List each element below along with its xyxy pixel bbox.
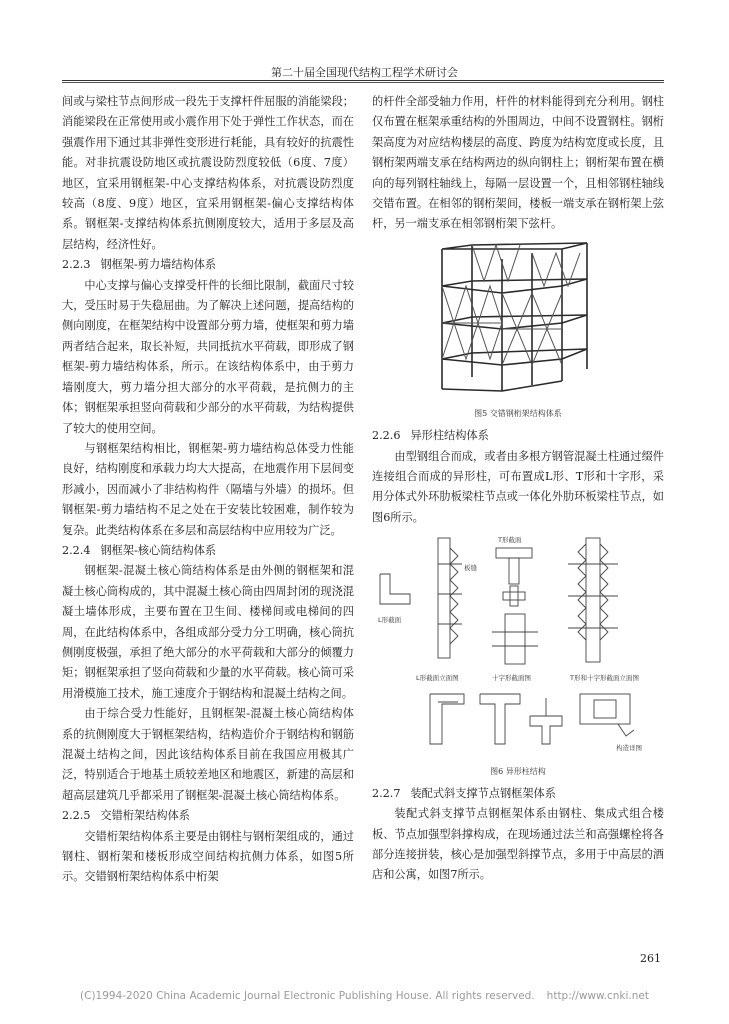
paragraph: 钢框架-混凝土核心筒结构体系是由外侧的钢框架和混凝土核心筒构成的，其中混凝土核心筒由四周封闭的现浇混凝土墙体形成，主要布置在卫生间、楼梯间或电梯间的四周，在此结构体系中，各组成部分受力分工明确，核心筒抗侧刚度极强，承担了绝大部分的水平荷载和大部分的倾覆力矩；钢框架承担了竖向荷载和少量的水平荷载。核心筒可采用滑模施工技术，施工速度介于钢结构和混凝土结构之间。 [62,564,354,700]
paragraph: 由型钢组合而成，或者由多根方钢管混凝土柱通过缀件连接组合而成的异形柱，可布置成L形、T形和十字形，采用分体式外环肋板梁柱节点或一体化外肋环板梁柱节点，如图6所示。 [372,449,664,524]
section-number: 2.2.3 [62,258,91,272]
label-cross-elevation: 十字形截面图 [492,674,531,683]
special-shaped-column-drawings [372,534,664,756]
section-heading-2-2-5 [62,806,354,826]
paragraph: 与钢框架结构相比，钢框架-剪力墙结构总体受力性能良好，结构刚度和承载力均大大提高，在地震作用下层间变形减小，因而减小了非结构构件（隔墙与外墙）的损坏。但钢框架-剪力墙结构不足之处在于安装比较困难，制作较为复杂。此类结构体系在多层和高层结构中应用较为广泛。 [62,441,354,537]
section-heading-2-2-6 [372,426,664,446]
footer-copyright: (C)1994-2020 China Academic Journal Electronic Publishing House. All rights reserved. [80,990,535,1002]
paragraph: 中心支撑与偏心支撑受杆件的长细比限制，截面尺寸较大，受压时易于失稳屈曲。为了解决上述问题，提高结构的侧向刚度，在框架结构中设置部分剪力墙，使框架和剪力墙两者结合起来，取长补短，共同抵抗水平荷载，即形成了钢框架-剪力墙结构体系，所示。在该结构体系中，由于剪力墙刚度大，剪力墙分担大部分的水平荷载，是抗侧力的主体；钢框架承担竖向荷载和少部分的水平荷载，为结构提供了较大的使用空间。 [62,278,354,435]
footer-url[interactable]: http://www.cnki.net [546,990,649,1002]
section-heading-2-2-3 [62,255,354,275]
section-number: 2.2.4 [62,543,91,557]
header-rule-thin [62,82,664,83]
figure-5-caption: 图5 交错钢桁架结构体系 [474,409,562,419]
section-number: 2.2.7 [372,786,401,800]
section-title: 装配式斜支撑节点钢框架体系 [410,786,556,800]
header-rule [62,80,664,81]
page-number: 261 [640,952,661,965]
section-title: 钢框架-核心筒结构体系 [100,543,217,557]
label-detail: 构造详图 [616,744,642,753]
section-title: 交错桁架结构体系 [100,809,190,823]
staggered-truss-3d-image [372,241,664,399]
footer [0,990,729,1002]
label-l-section: L形截面 [378,616,402,625]
section-heading-2-2-7 [372,784,664,804]
journal-header: 第二十届全国现代结构工程学术研讨会 [271,66,458,79]
intro-paragraph: 间或与梁柱节点间形成一段先于支撑杆件屈服的消能梁段；消能梁段在正常使用或小震作用下处于弹性工作状态，而在强震作用下通过其非弹性变形进行耗能，具有较好的抗震性能。对非抗震设防地区或抗震设防烈度较低（6度、7度）地区，宜采用钢框架-中心支撑结构体系，对抗震设防烈度较高（8度、9度）地区，宜采用钢框架-偏心支撑结构体系。钢框架-支撑结构体系抗侧刚度较大，适用于多层及高层结构，经济性好。 [62,95,354,251]
section-number: 2.2.5 [62,809,91,823]
right-column [372,92,664,886]
paragraph: 装配式斜支撑节点钢框架体系由钢柱、集成式组合楼板、节点加强型斜撑构成，在现场通过法兰和高强螺栓将各部分连接拼装，核心是加强型斜撑节点，多用于中高层的酒店和公寓，如图7所示。 [372,807,664,882]
paragraph: 的杆件全部受轴力作用，杆件的材料能得到充分利用。钢柱仅布置在框架承重结构的外围周边，中间不设置钢柱。钢桁架高度为对应结构楼层的高度、跨度为结构宽度或长度，且钢桁架两端支承在结构两边的纵向钢柱上；钢桁架布置在横向的每列钢柱轴线上，每隔一层设置一个，且相邻钢柱轴线交错布置。在相邻的钢桁架间，楼板一端支承在钢桁架上弦杆，另一端支承在相邻钢桁架下弦杆。 [372,95,664,231]
paragraph: 交错桁架结构体系主要是由钢柱与钢桁架组成的，通过钢柱、钢桁架和楼板形成空间结构抗侧力体系，如图5所示。交错钢桁架结构体系中桁架 [62,829,354,884]
section-title: 异形柱结构体系 [410,429,489,443]
label-t-section: T形截面 [498,536,522,545]
figure-6-caption: 图6 异形柱结构 [490,766,546,776]
label-l-elevation: L形截面立面图 [416,674,459,683]
label-tag: 板缝 [464,564,477,573]
section-title: 钢框架-剪力墙结构体系 [100,258,217,272]
left-column [62,92,354,888]
figure-5 [372,241,664,420]
section-number: 2.2.6 [372,429,401,443]
section-heading-2-2-4 [62,541,354,561]
label-t-cross-elevation: T形和十字形截面立面图 [570,674,639,683]
paragraph: 由于综合受力性能好，且钢框架-混凝土核心筒结构体系的抗侧刚度大于钢框架结构，结构造价介于钢结构和钢筋混凝土结构之间，因此该结构体系目前在我国应用极其广泛，特别适合于地基土质较差地区和地震区，新建的高层和超高层建筑几乎都采用了钢框架-混凝土核心筒结构体系。 [62,707,354,802]
figure-6 [372,534,664,777]
